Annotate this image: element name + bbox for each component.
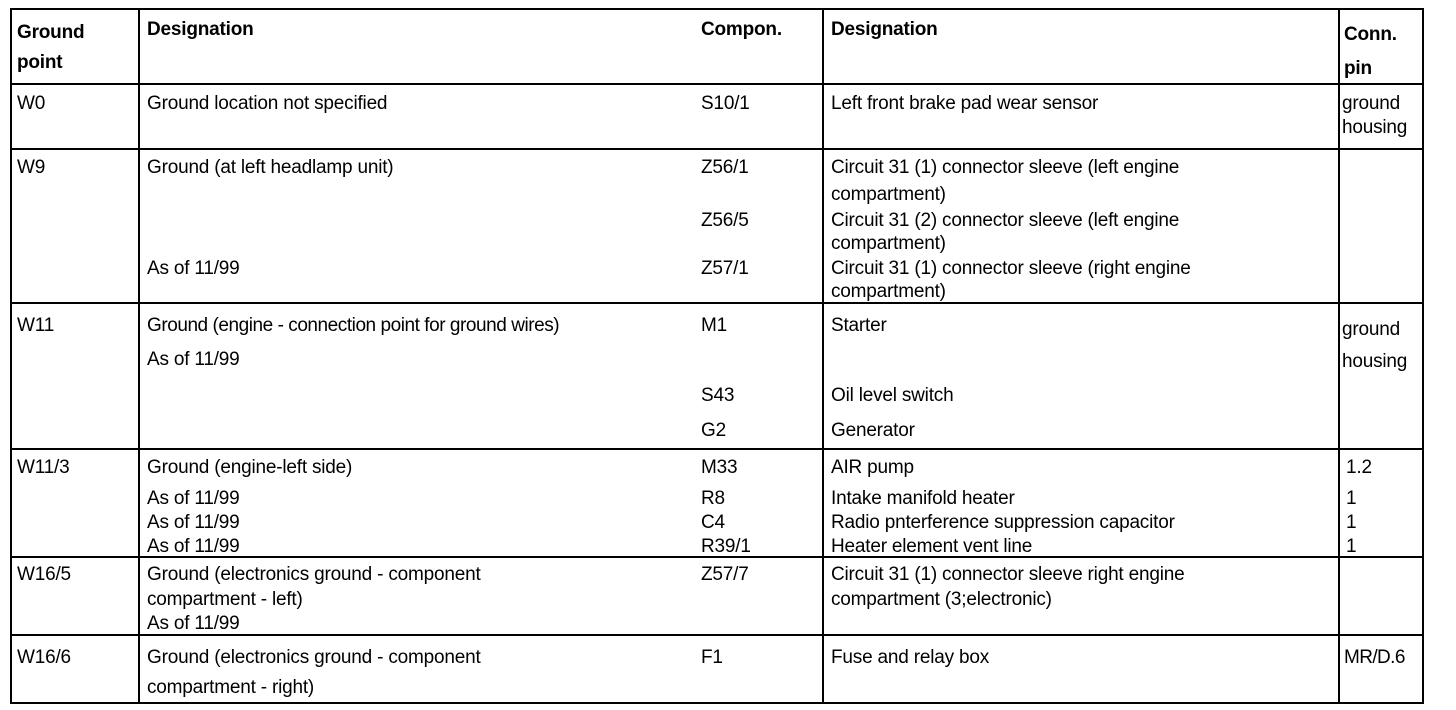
component-designation-cell: Circuit 31 (2) connector sleeve (left engine — [831, 210, 1180, 231]
column-divider — [138, 8, 140, 704]
component-cell: Z57/1 — [701, 258, 749, 279]
component-cell: Z57/7 — [701, 564, 749, 585]
conn-pin-cell: ground housing — [1342, 93, 1408, 138]
component-designation-cell: Generator — [831, 420, 915, 441]
ground-point-cell: W0 — [17, 93, 46, 114]
conn-pin-cell: 1 — [1346, 512, 1357, 533]
designation-cell: As of 11/99 — [147, 613, 240, 634]
component-designation-cell: Left front brake pad wear sensor — [831, 93, 1099, 114]
designation-cell: Ground (electronics ground - component — [147, 564, 481, 585]
component-designation-cell: AIR pump — [831, 457, 914, 478]
table-border-top — [10, 8, 1424, 10]
component-cell: G2 — [701, 420, 726, 441]
component-designation-cell: Oil level switch — [831, 385, 954, 406]
column-divider — [1338, 8, 1340, 704]
component-cell: C4 — [701, 512, 725, 533]
conn-pin-cell: 1 — [1346, 488, 1357, 509]
header-component: Compon. — [701, 19, 782, 40]
component-designation-cell: Radio pnterference suppression capacitor — [831, 512, 1175, 533]
table-border-right — [1422, 8, 1424, 704]
ground-point-cell: W11/3 — [17, 457, 70, 478]
component-cell: Z56/1 — [701, 157, 749, 178]
column-divider — [822, 8, 824, 704]
ground-point-cell: W9 — [17, 157, 46, 178]
component-designation-cell: Circuit 31 (1) connector sleeve (left engine — [831, 157, 1180, 178]
component-designation-cell: Circuit 31 (1) connector sleeve right engine — [831, 564, 1185, 585]
designation-cell: Ground (engine-left side) — [147, 457, 353, 478]
header-conn-pin: Conn. pin — [1344, 24, 1397, 79]
table-border-bottom — [10, 702, 1424, 704]
component-cell: S43 — [701, 385, 735, 406]
ground-point-cell: W16/5 — [17, 564, 71, 585]
designation-cell: As of 11/99 — [147, 512, 240, 533]
component-cell: Z56/5 — [701, 210, 749, 231]
table-border-left — [10, 8, 12, 704]
ground-point-cell: W16/6 — [17, 647, 71, 668]
component-designation-cell: Heater element vent line — [831, 536, 1033, 557]
conn-pin-cell: ground housing — [1342, 319, 1408, 372]
component-designation-cell: compartment (3;electronic) — [831, 589, 1052, 610]
component-designation-cell: Intake manifold heater — [831, 488, 1015, 509]
component-cell: S10/1 — [701, 93, 750, 114]
header-designation: Designation — [147, 19, 254, 40]
row-divider — [10, 148, 1424, 150]
conn-pin-cell: MR/D.6 — [1344, 647, 1405, 668]
designation-cell: As of 11/99 — [147, 258, 240, 279]
ground-points-table — [10, 8, 1424, 704]
designation-cell: As of 11/99 — [147, 536, 240, 557]
component-designation-cell: Starter — [831, 315, 887, 336]
row-divider — [10, 448, 1424, 450]
designation-cell: Ground location not specified — [147, 93, 388, 114]
component-designation-cell: compartment) — [831, 281, 946, 302]
designation-cell: compartment - right) — [147, 677, 315, 698]
designation-cell: compartment - left) — [147, 589, 303, 610]
component-cell: M1 — [701, 315, 727, 336]
component-cell: M33 — [701, 457, 738, 478]
header-ground-point: Ground point — [17, 22, 85, 73]
designation-cell: Ground (engine - connection point for ground wires) — [147, 315, 560, 336]
ground-point-cell: W11 — [17, 315, 55, 336]
component-designation-cell: Fuse and relay box — [831, 647, 989, 668]
designation-cell: Ground (at left headlamp unit) — [147, 157, 394, 178]
component-cell: R8 — [701, 488, 725, 509]
designation-cell: Ground (electronics ground - component — [147, 647, 481, 668]
component-designation-cell: compartment) — [831, 184, 946, 205]
conn-pin-cell: 1 — [1346, 536, 1357, 557]
component-cell: F1 — [701, 647, 723, 668]
designation-cell: As of 11/99 — [147, 488, 240, 509]
row-divider — [10, 302, 1424, 304]
component-cell: R39/1 — [701, 536, 751, 557]
header-component-designation: Designation — [831, 19, 938, 40]
designation-cell: As of 11/99 — [147, 349, 240, 370]
conn-pin-cell: 1.2 — [1346, 457, 1372, 478]
header-divider — [10, 83, 1424, 85]
component-designation-cell: Circuit 31 (1) connector sleeve (right engine — [831, 258, 1191, 279]
component-designation-cell: compartment) — [831, 233, 946, 254]
